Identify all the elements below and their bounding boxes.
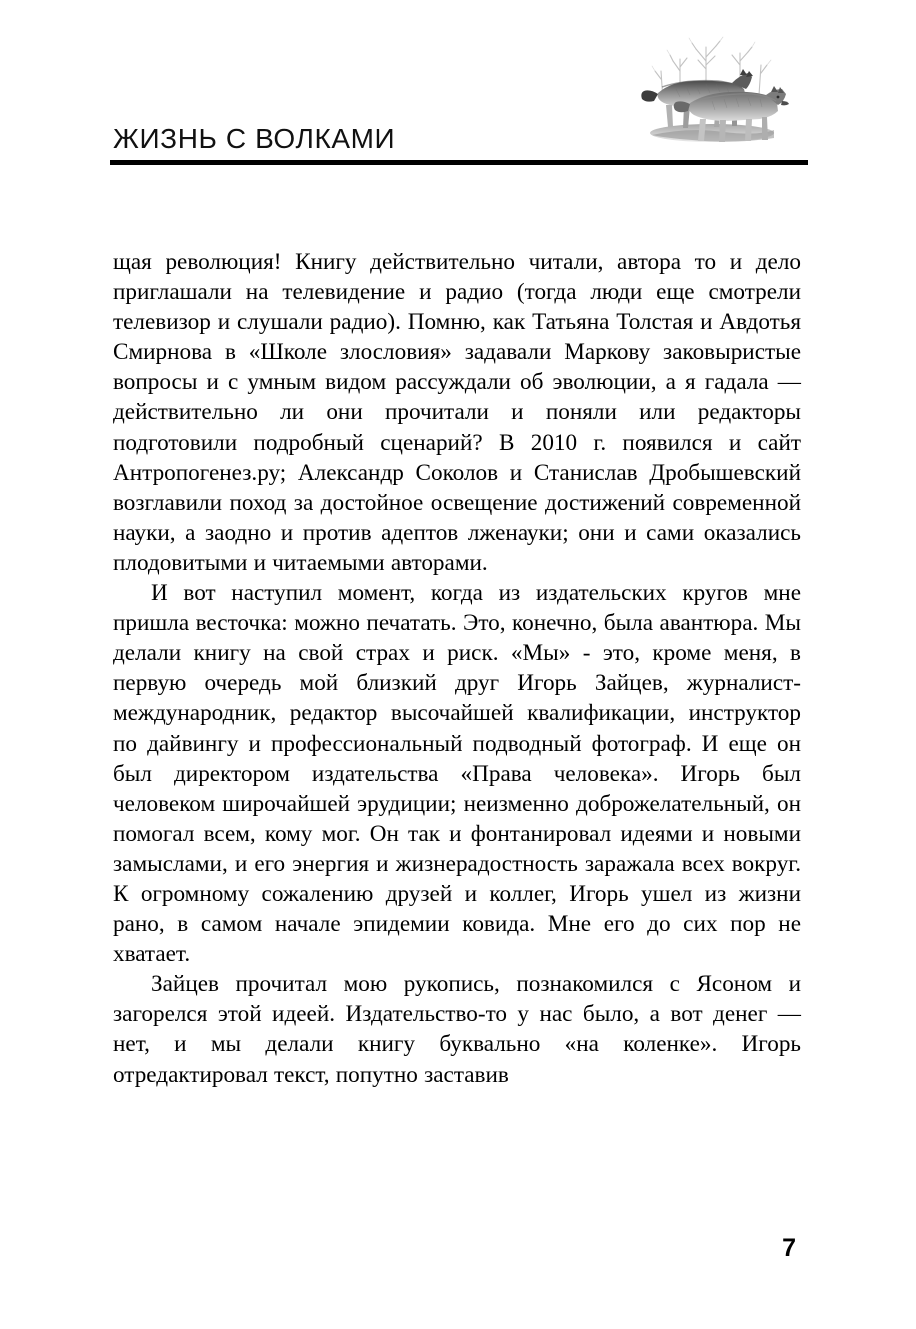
- page-number: 7: [782, 1234, 796, 1262]
- paragraph: щая революция! Книгу действительно читали, автора то и дело приглашали на телевидение и радио (тогда люди еще смотрели телевизор и слушали радио). Помню, как Татьяна Толстая и Авдотья Смирнова в «Школе злословия» задавали Маркову заковыристые вопросы и с умным видом рассуждали об эволюции, а я гадала — действительно ли они прочитали и поняли или редакторы подготовили подробный сценарий? В 2010 г. появился и сайт Антропогенез.ру; Александр Соколов и Станислав Дробышевский возглавили поход за достойное освещение достижений современной науки, а заодно и против адептов лженауки; они и сами оказались плодовитыми и читаемыми авторами.: [113, 249, 801, 576]
- paragraph: И вот наступил момент, когда из издательских кругов мне пришла весточка: можно печатать. Это, конечно, была авантюра. Мы делали книгу на свой страх и риск. «Мы» - это, кроме меня, в первую очередь мой близкий друг Игорь Зайцев, журналист-международник, редактор высочайшей квалификации, инструктор по дайвингу и профессиональный подводный фотограф. И еще он был директором издательства «Права человека». Игорь был человеком широчайшей эрудиции; неизменно доброжелательный, он помогал всем, кому мог. Он так и фонтанировал идеями и новыми замыслами, и его энергия и жизнерадостность заражала всех вокруг. К огромному сожалению друзей и коллег, Игорь ушел из жизни рано, в самом начале эпидемии ковида. Мне его до сих пор не хватает.: [113, 580, 801, 968]
- paragraph: Зайцев прочитал мою рукопись, познакомился с Ясоном и загорелся этой идеей. Издательство-то у нас было, а вот денег — нет, и мы делали книгу буквально «на коленке». Игорь отредактировал текст, попутно заставив: [113, 971, 801, 1088]
- two-wolves-engraving-image: [628, 31, 795, 156]
- running-head: [113, 122, 613, 162]
- header-rule: [110, 160, 808, 165]
- body-text: [113, 247, 801, 1090]
- running-head-title: ЖИЗНЬ С ВОЛКАМИ: [113, 123, 396, 154]
